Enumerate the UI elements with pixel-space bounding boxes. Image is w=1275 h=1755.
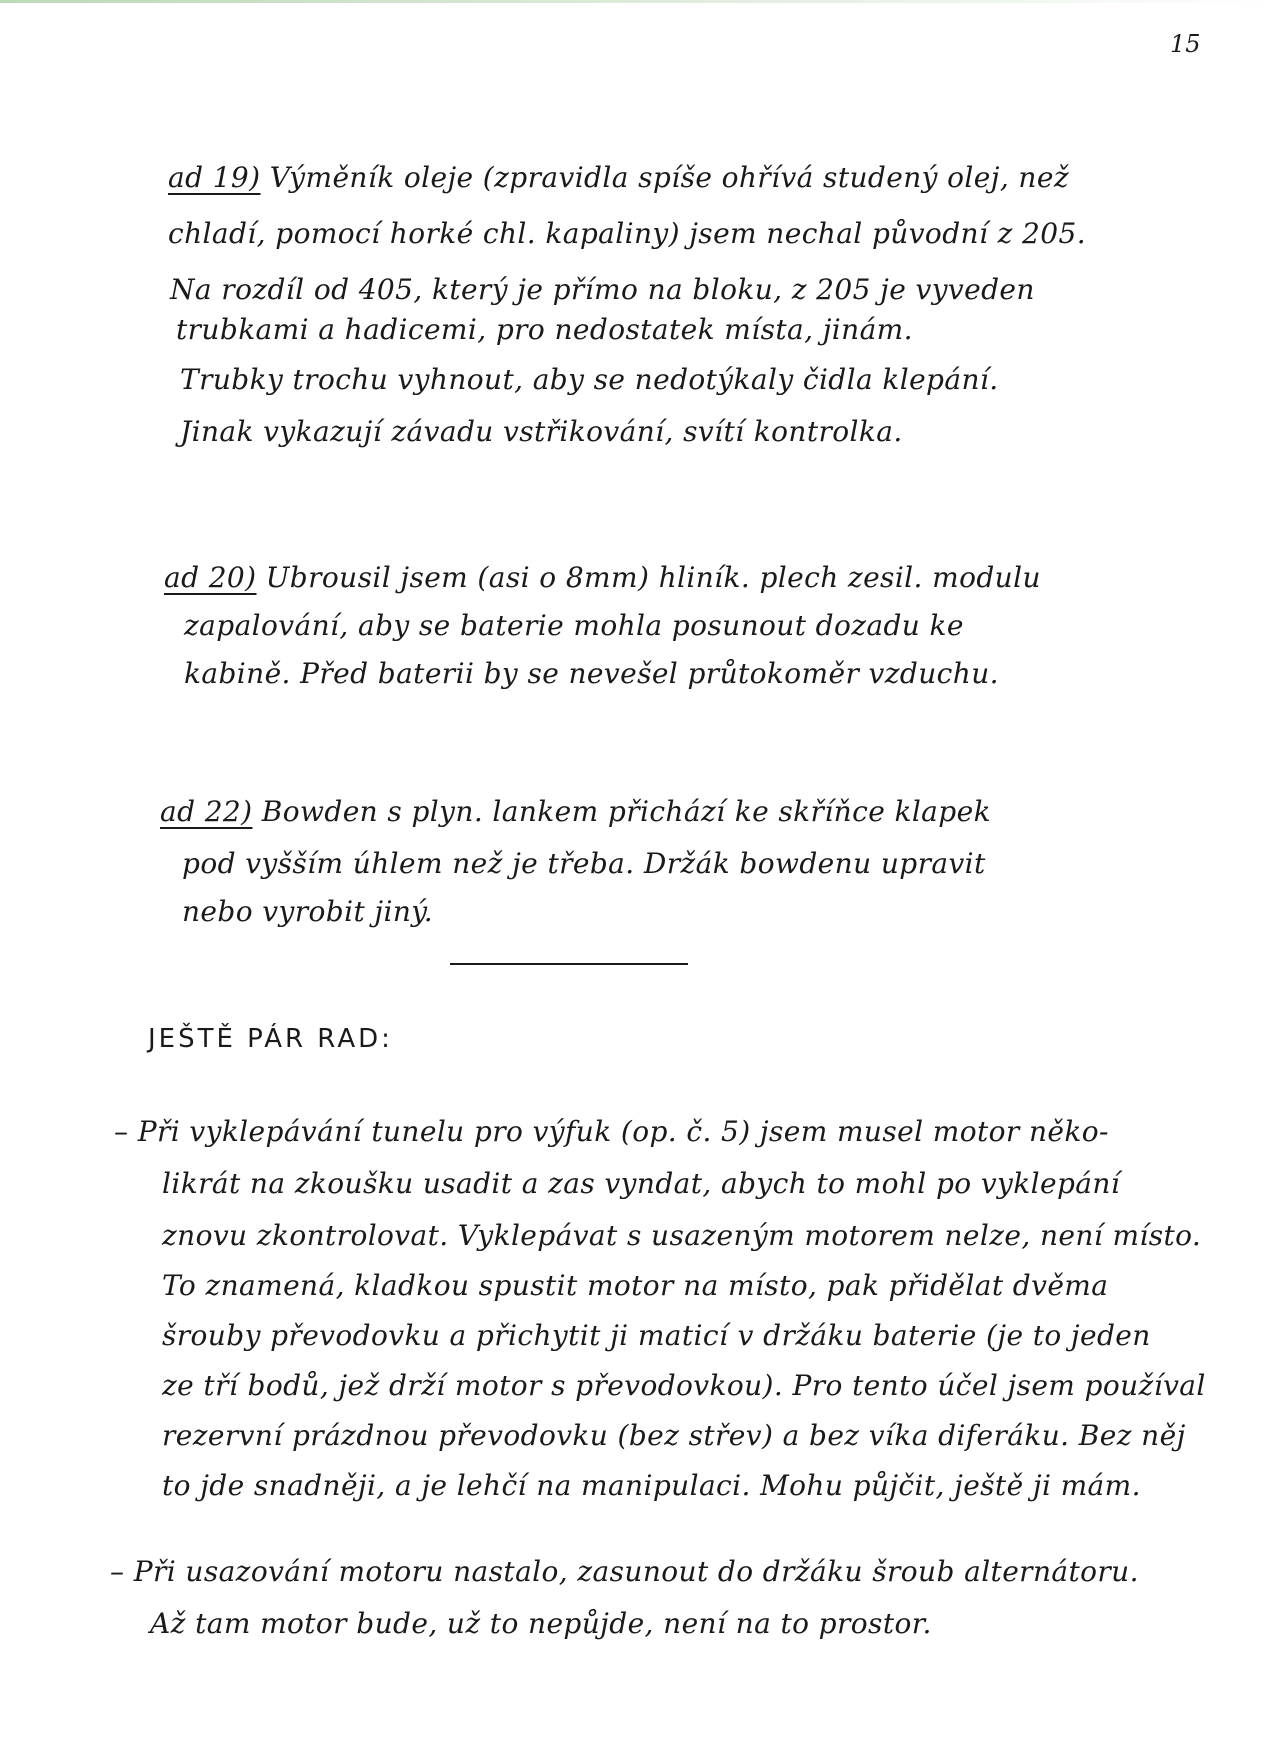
- tip-1-line-4: To znamená, kladkou spustit motor na místo, pak přidělat dvěma: [162, 1269, 1109, 1302]
- tip-1-line-7: rezervní prázdnou převodovku (bez střev) a bez víka diferáku. Bez něj: [162, 1419, 1186, 1452]
- note-ad20-line-1: ad 20) Ubrousil jsem (asi o 8mm) hliník. plech zesil. modulu: [164, 561, 1041, 594]
- note-ad19-line-3: Na rozdíl od 405, který je přímo na bloku, z 205 je vyveden: [170, 273, 1035, 306]
- note-ad22-line-1: ad 22) Bowden s plyn. lankem přichází ke skříňce klapek: [160, 795, 991, 828]
- tips-heading: JEŠTĚ PÁR RAD:: [148, 1024, 393, 1054]
- page-number: 15: [1170, 30, 1201, 58]
- note-ad19-line-5: Trubky trochu vyhnout, aby se nedotýkaly čidla klepání.: [180, 363, 999, 396]
- note-ad22-line-3: nebo vyrobit jiný.: [182, 895, 434, 928]
- note-ad19-line-1: ad 19) Výměník oleje (zpravidla spíše ohřívá studený olej, než: [168, 161, 1069, 194]
- note-ref-ad22: ad 22): [160, 795, 253, 828]
- note-ref-ad20: ad 20): [164, 561, 257, 594]
- section-divider: [450, 963, 688, 965]
- note-ad22-line-2: pod vyšším úhlem než je třeba. Držák bowdenu upravit: [182, 847, 986, 880]
- note-ref-ad19: ad 19): [168, 161, 261, 194]
- tip-2-line-2: Až tam motor bude, už to nepůjde, není na to prostor.: [150, 1607, 932, 1640]
- tip-1-line-2: likrát na zkoušku usadit a zas vyndat, abych to mohl po vyklepání: [162, 1167, 1121, 1200]
- tip-1-line-5: šrouby převodovku a přichytit ji maticí v držáku baterie (je to jeden: [162, 1319, 1151, 1352]
- tip-1-line-8: to jde snadněji, a je lehčí na manipulaci. Mohu půjčit, ještě ji mám.: [162, 1469, 1141, 1502]
- note-ad19-line-6: Jinak vykazují závadu vstřikování, svítí kontrolka.: [180, 415, 903, 448]
- note-ad19-line-2: chladí, pomocí horké chl. kapaliny) jsem nechal původní z 205.: [168, 217, 1086, 250]
- scan-edge: [0, 0, 1275, 3]
- tip-1-line-1: – Při vyklepávání tunelu pro výfuk (op. č. 5) jsem musel motor něko-: [114, 1115, 1109, 1148]
- tip-1-line-6: ze tří bodů, jež drží motor s převodovkou). Pro tento účel jsem používal: [162, 1369, 1206, 1402]
- note-ad20-line-3: kabině. Před baterii by se nevešel průtokoměr vzduchu.: [184, 657, 999, 690]
- tip-1-line-3: znovu zkontrolovat. Vyklepávat s usazeným motorem nelze, není místo.: [162, 1219, 1202, 1252]
- note-ad19-line-4: trubkami a hadicemi, pro nedostatek místa, jinám.: [176, 313, 913, 346]
- note-ad20-line-2: zapalování, aby se baterie mohla posunout dozadu ke: [184, 609, 964, 642]
- tip-2-line-1: – Při usazování motoru nastalo, zasunout do držáku šroub alternátoru.: [110, 1555, 1139, 1588]
